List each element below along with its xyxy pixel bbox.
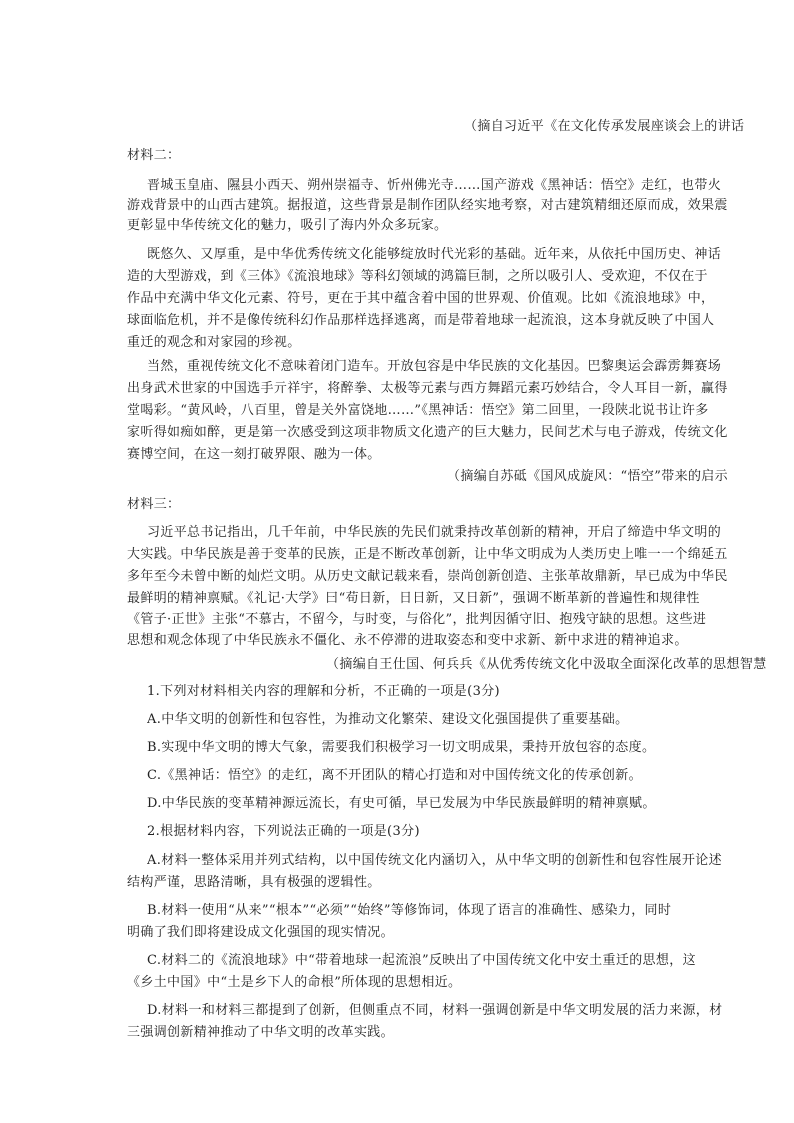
question-2-option-b: B.材料一使用“从来”“根本”“必须”“始终”等修饰词，体现了语言的准确性、感染力，同时: [147, 903, 672, 918]
paragraph-line: 作品中充满中华文化元素、符号，更在于其中蕴含着中国的世界观、价值观。比如《流浪地球》中，: [127, 291, 715, 306]
source-citation-2: （摘编自苏砥《国风成旋风：“悟空”带来的启示: [447, 469, 728, 484]
paragraph-line: 思想和观念体现了中华民族永不僵化、永不停滞的进取姿态和变中求新、新中求进的精神追求。: [127, 633, 688, 648]
paragraph-line: 球面临危机，并不是像传统科幻作品那样选择逃离，而是带着地球一起流浪，这本身就反映了中国人: [127, 313, 715, 328]
question-2-option-c-cont: 《乡土中国》中“土是乡下人的命根”所体现的思想相近。: [127, 975, 462, 990]
paragraph-line: 晋城玉皇庙、隰县小西天、朔州崇福寺、忻州佛光寺……国产游戏《黑神话：悟空》走红，也带火: [147, 178, 722, 193]
question-2-option-d-cont: 三强调创新精神推动了中华文明的改革实践。: [127, 1025, 395, 1040]
question-1-option-a: A.中华文明的创新性和包容性，为推动文化繁荣、建设文化强国提供了重要基础。: [147, 712, 629, 727]
question-2-option-c: C.材料二的《流浪地球》中“带着地球一起流浪”反映出了中国传统文化中安土重迁的思想，这: [147, 953, 696, 968]
material-3-heading: 材料三：: [127, 497, 181, 512]
question-2-stem: 2.根据材料内容，下列说法正确的一项是(3分): [147, 824, 420, 839]
paragraph-line: 出身武术世家的中国选手亓祥宇，将醉拳、太极等元素与西方舞蹈元素巧妙结合，令人耳目一新，赢得: [127, 381, 728, 396]
question-1-option-c: C.《黑神话：悟空》的走红，离不开团队的精心打造和对中国传统文化的传承创新。: [147, 768, 642, 783]
paragraph-line: 赛博空间，在这一刻打破界限、融为一体。: [127, 447, 381, 462]
source-citation-3: （摘编自王仕国、何兵兵《从优秀传统文化中汲取全面深化改革的思想智慧: [326, 657, 767, 672]
paragraph-line: 大实践。中华民族是善于变革的民族，正是不断改革创新，让中华文明成为人类历史上唯一一个绵延五: [127, 547, 728, 562]
question-1-stem: 1.下列对材料相关内容的理解和分析，不正确的一项是(3分): [147, 684, 500, 699]
paragraph-line: 当然，重视传统文化不意味着闭门造车。开放包容是中华民族的文化基因。巴黎奥运会霹雳舞赛场: [147, 359, 722, 374]
paragraph-line: 重迁的观念和对家园的珍视。: [127, 335, 301, 350]
paragraph-line: 多年至今未曾中断的灿烂文明。从历史文献记载来看，崇尚创新创造、主张革故鼎新，早已成为中华民: [127, 569, 728, 584]
paragraph-line: 既悠久、又厚重，是中华优秀传统文化能够绽放时代光彩的基础。近年来，从依托中国历史、神话: [147, 247, 722, 262]
paragraph-line: 游戏背景中的山西古建筑。据报道，这些背景是制作团队经实地考察，对古建筑精细还原而成，效果震: [127, 198, 728, 213]
material-2-heading: 材料二：: [127, 148, 181, 163]
paragraph-line: 造的大型游戏，到《三体》《流浪地球》等科幻领域的鸿篇巨制，之所以吸引人、受欢迎，不仅在于: [127, 269, 708, 284]
paragraph-line: 家听得如痴如醉，更是第一次感受到这项非物质文化遗产的巨大魅力，民间艺术与电子游戏，传统文化: [127, 425, 728, 440]
question-2-option-a: A.材料一整体采用并列式结构，以中国传统文化内涵切入，从中华文明的创新性和包容性展开论述: [147, 853, 722, 868]
paragraph-line: 最鲜明的精神禀赋。《礼记·大学》曰“苟日新，日日新，又日新”，强调不断革新的普遍性和规律性: [127, 591, 700, 606]
paragraph-line: 习近平总书记指出，几千年前，中华民族的先民们就秉持改革创新的精神，开启了缔造中华文明的: [147, 525, 722, 540]
question-1-option-b: B.实现中华文明的博大气象，需要我们积极学习一切文明成果，秉持开放包容的态度。: [147, 740, 656, 755]
paragraph-line: 《管子·正世》主张“不慕古，不留今，与时变，与俗化”，批判因循守旧、抱残守缺的思想。这些进: [127, 612, 707, 627]
question-1-option-d: D.中华民族的变革精神源远流长，有史可循，早已发展为中华民族最鲜明的精神禀赋。: [147, 796, 656, 811]
question-2-option-d: D.材料一和材料三都提到了创新，但侧重点不同，材料一强调创新是中华文明发展的活力来源，材: [147, 1003, 723, 1018]
question-2-option-a-cont: 结构严谨，思路清晰，具有极强的逻辑性。: [127, 875, 381, 890]
paragraph-line: 堂喝彩。“黄风岭，八百里，曾是关外富饶地……”《黑神话：悟空》第二回里，一段陕北说书让许多: [127, 403, 709, 418]
source-citation-1: （摘自习近平《在文化传承发展座谈会上的讲话: [464, 119, 745, 134]
paragraph-line: 更彰显中华传统文化的魅力，吸引了海内外众多玩家。: [127, 218, 448, 233]
question-2-option-b-cont: 明确了我们即将建设成文化强国的现实情况。: [127, 925, 395, 940]
